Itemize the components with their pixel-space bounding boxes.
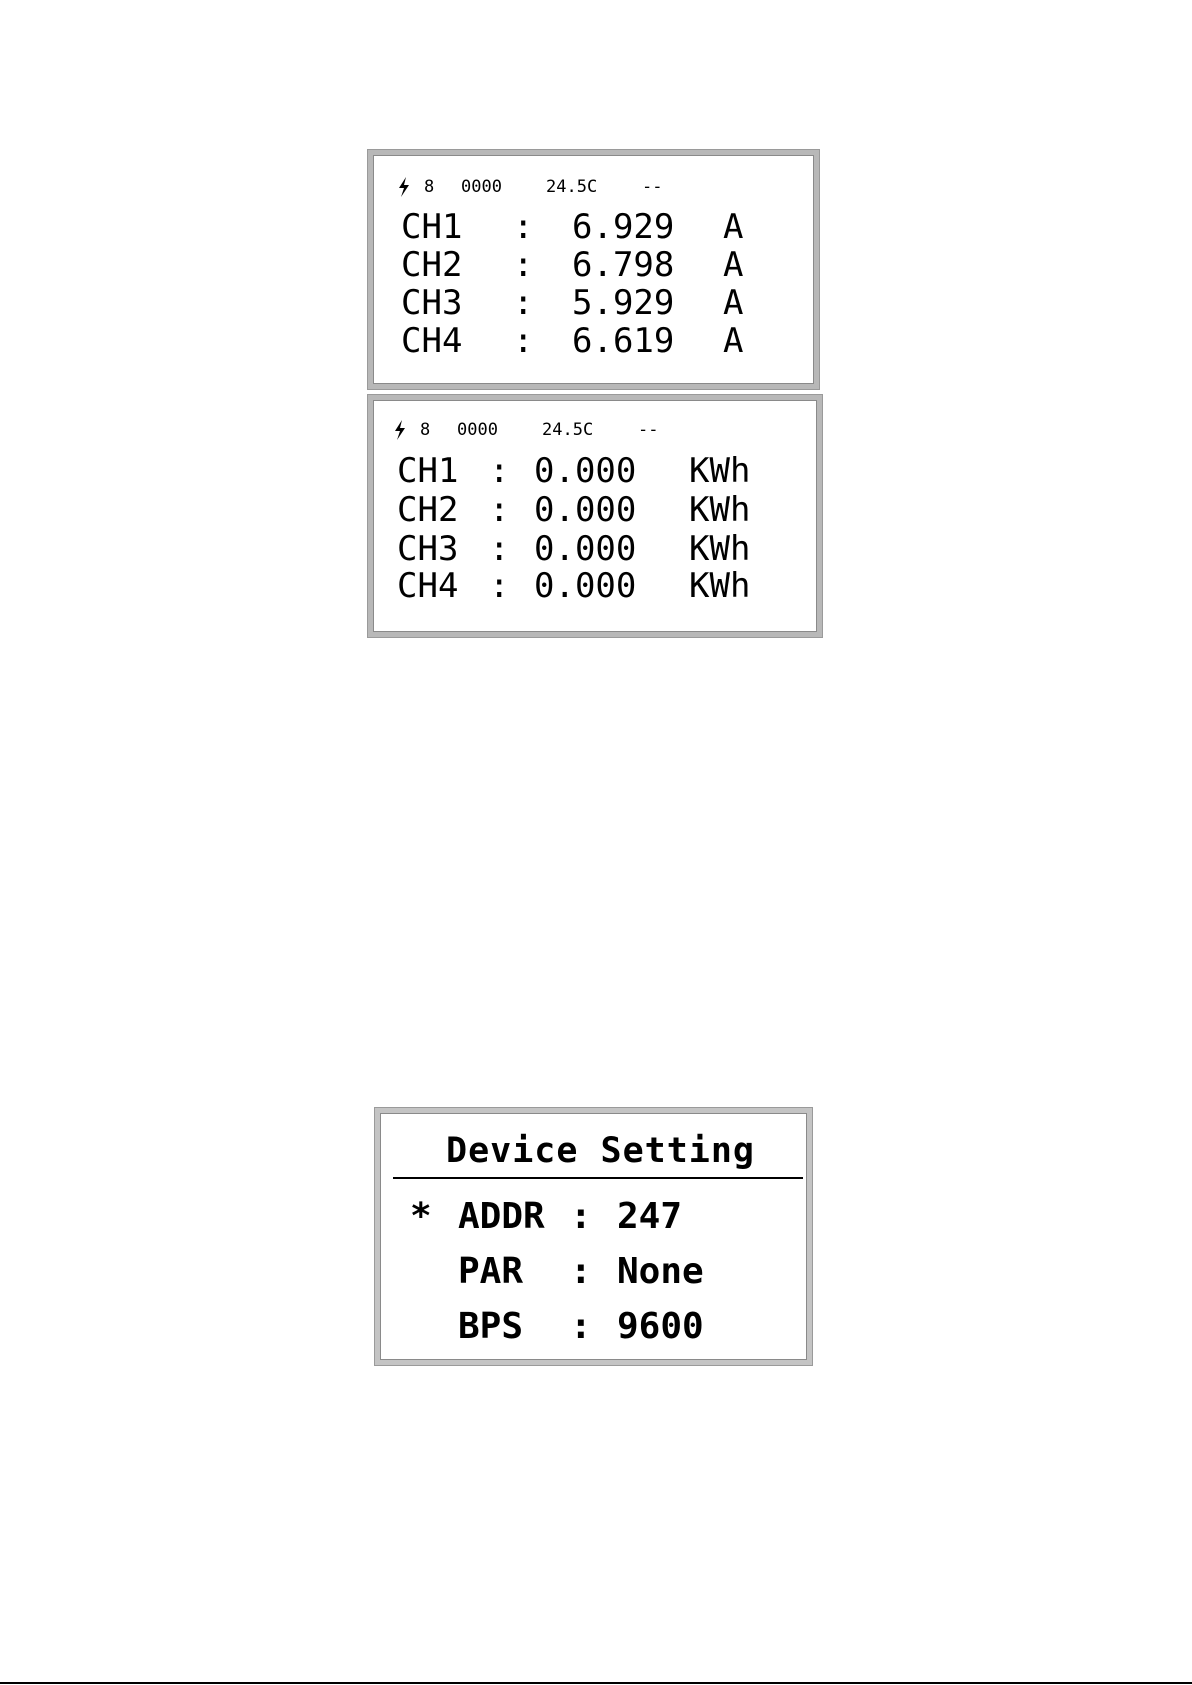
channel-unit: KWh: [689, 451, 751, 491]
separator: :: [489, 451, 510, 491]
separator: :: [489, 490, 510, 530]
channel-label: CH2: [401, 245, 463, 285]
lightning-bolt-icon: [393, 420, 407, 440]
setting-label: BPS: [458, 1306, 524, 1347]
status-count: 8: [420, 420, 431, 440]
setting-value: 247: [617, 1196, 683, 1237]
separator: :: [570, 1306, 592, 1347]
status-count: 8: [424, 177, 435, 197]
lcd-energy-screen: [368, 395, 822, 637]
channel-value: 5.929: [572, 283, 675, 323]
selection-cursor-icon: *: [410, 1196, 432, 1237]
status-code: 0000: [457, 420, 498, 440]
channel-value: 0.000: [534, 529, 637, 569]
channel-unit: A: [723, 283, 744, 323]
page-title: Device Setting: [446, 1131, 756, 1171]
separator: :: [489, 566, 510, 606]
separator: :: [513, 245, 534, 285]
separator: :: [513, 283, 534, 323]
separator: :: [570, 1196, 592, 1237]
channel-unit: KWh: [689, 490, 751, 530]
lcd-settings-screen: [375, 1108, 812, 1365]
page-bottom-rule: [0, 1682, 1192, 1684]
channel-label: CH1: [401, 207, 463, 247]
separator: :: [489, 529, 510, 569]
channel-unit: A: [723, 321, 744, 361]
channel-label: CH1: [397, 451, 459, 491]
channel-label: CH4: [397, 566, 459, 606]
status-code: 0000: [461, 177, 502, 197]
setting-value: 9600: [617, 1306, 704, 1347]
channel-value: 6.619: [572, 321, 675, 361]
title-divider: [393, 1177, 803, 1179]
channel-label: CH3: [397, 529, 459, 569]
channel-value: 0.000: [534, 451, 637, 491]
setting-label: ADDR: [458, 1196, 545, 1237]
channel-unit: A: [723, 245, 744, 285]
setting-value: None: [617, 1251, 704, 1292]
separator: :: [513, 207, 534, 247]
status-dashes: --: [638, 420, 659, 440]
channel-value: 0.000: [534, 490, 637, 530]
status-dashes: --: [642, 177, 663, 197]
channel-unit: KWh: [689, 529, 751, 569]
lightning-bolt-icon: [397, 177, 411, 197]
channel-unit: A: [723, 207, 744, 247]
channel-label: CH3: [401, 283, 463, 323]
channel-label: CH4: [401, 321, 463, 361]
channel-unit: KWh: [689, 566, 751, 606]
channel-value: 6.798: [572, 245, 675, 285]
channel-value: 6.929: [572, 207, 675, 247]
channel-label: CH2: [397, 490, 459, 530]
channel-value: 0.000: [534, 566, 637, 606]
status-temperature: 24.5C: [542, 420, 594, 440]
separator: :: [513, 321, 534, 361]
lcd-current-screen: [368, 150, 819, 389]
separator: :: [570, 1251, 592, 1292]
status-temperature: 24.5C: [546, 177, 598, 197]
setting-label: PAR: [458, 1251, 524, 1292]
